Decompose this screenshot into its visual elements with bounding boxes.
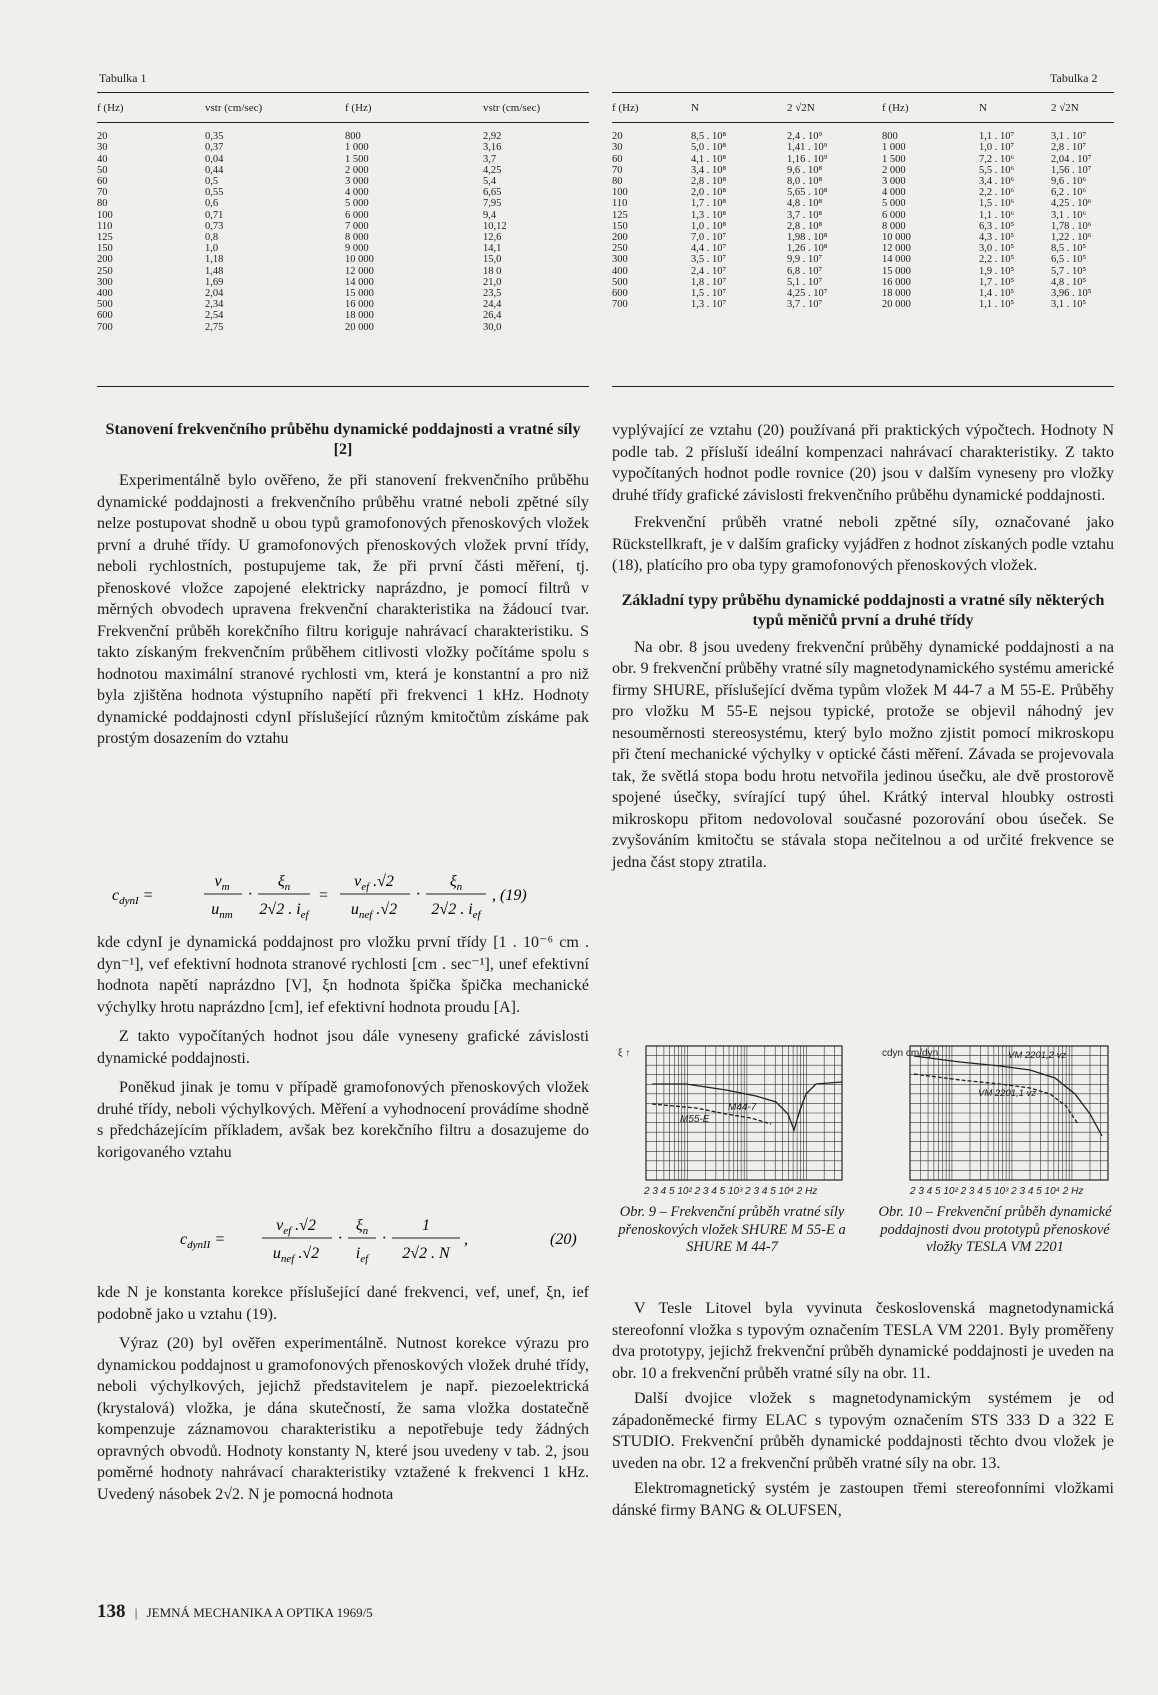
table-cell: 1,3 . 10⁷ <box>691 299 727 311</box>
table-cell: 18 000 <box>882 288 911 300</box>
left-column-3 <box>97 1282 589 1505</box>
left-column-2 <box>97 932 589 1163</box>
table-cell: 5,4 <box>483 176 497 188</box>
table-row <box>612 221 1114 232</box>
table-cell: 8 000 <box>345 232 369 244</box>
table-cell: 0,6 <box>205 198 219 210</box>
table-cell: 5 000 <box>345 198 369 210</box>
table-row <box>612 243 1114 254</box>
table-cell: 3 000 <box>345 176 369 188</box>
table-row <box>612 198 1114 209</box>
svg-text:ief: $i_{ef}$ <box>355 1245 369 1265</box>
table-cell: 0,73 <box>205 220 224 232</box>
table-row <box>97 123 589 143</box>
table-cell: 3,7 . 10⁸ <box>787 209 823 221</box>
table-cell: 12 000 <box>882 243 911 255</box>
table-cell: 6 000 <box>345 209 369 221</box>
table-cell: 8,0 . 10⁸ <box>787 176 823 188</box>
journal-name: JEMNÁ MECHANIKA A OPTIKA 1969/5 <box>146 1605 373 1620</box>
table-cell: 12,6 <box>483 232 502 244</box>
table-row <box>612 142 1114 153</box>
table-row <box>97 176 589 187</box>
table-cell: 8,5 . 10⁸ <box>691 131 727 143</box>
table-cell: 1,56 . 10⁷ <box>1051 164 1092 176</box>
table-cell: 9,9 . 10⁷ <box>787 254 823 266</box>
section-heading-left: Stanovení frekvenčního průběhu dynamické poddajnosti a vratné síly [2] <box>105 421 581 458</box>
table-cell: 16 000 <box>882 276 911 288</box>
table-cell: 3,7 <box>483 153 497 165</box>
table-row <box>612 277 1114 288</box>
table-cell: 9,6 . 10⁸ <box>787 164 823 176</box>
table2-header-2: 2 √2N <box>787 97 882 123</box>
table-cell: 6,3 . 10⁵ <box>979 220 1015 232</box>
left-paragraph-5: kde N je konstanta korekce příslušející dané frekvenci, vef, unef, ξn, ief podobně jako u vztahu (19). <box>97 1284 589 1323</box>
left-paragraph-4: Poněkud jinak je tomu v případě gramofonových přenoskových vložek druhé třídy, neboli výchylkových. Měření a vyhodnocení provádíme shodně s předcházejícím příkladem, avšak bez korekčního filtru a dosazujeme do korigovaného vztahu <box>97 1079 589 1161</box>
table-cell: 700 <box>97 321 113 333</box>
left-paragraph-2: kde cdynI je dynamická poddajnost pro vložku první třídy [1 . 10⁻⁶ cm . dyn⁻¹], vef efektivní hodnota stranové rychlosti [cm . sec⁻¹], unef efektivní hodnota napětí naprázdno [V], ξn hodnota špička špička mechanické výchylky hrotu naprázdno [cm], ief efektivní hodnota proudu [A]. <box>97 934 589 1016</box>
section-heading-right: Základní typy průběhu dynamické poddajnosti a vratné síly některých typů měničů první a druhé třídy <box>621 591 1105 629</box>
table-row <box>612 288 1114 299</box>
table-cell: 100 <box>612 187 628 199</box>
figure-9-caption: Obr. 9 – Frekvenční průběh vratné síly přenoskových vložek SHURE M 55-E a SHURE M 44-7 <box>618 1204 846 1255</box>
table-cell: 400 <box>97 288 113 300</box>
right-column <box>612 420 1114 873</box>
table-cell: 9,4 <box>483 209 497 221</box>
table-cell: 1,18 <box>205 254 224 266</box>
table-cell: 2,2 . 10⁶ <box>979 187 1015 199</box>
figure-9-chart <box>616 1044 848 1200</box>
table-cell: 0,04 <box>205 153 224 165</box>
table-cell: 4 000 <box>882 187 906 199</box>
table-cell: 2 000 <box>882 164 906 176</box>
table-cell: 5,0 . 10⁸ <box>691 142 727 154</box>
table-cell: 110 <box>612 198 628 210</box>
svg-text:·: · <box>338 1230 342 1247</box>
table-cell: 1,7 . 10⁸ <box>691 198 727 210</box>
table-row <box>612 165 1114 176</box>
svg-text:1: 1 <box>422 1217 430 1234</box>
table-cell: 500 <box>97 299 113 311</box>
right-paragraph-4: V Tesle Litovel byla vyvinuta československá magnetodynamická stereofonní vložka s typovým označením TESLA VM 2201. Byly proměřeny dva prototypy, jejichž frekvenční průběh dynamické poddajnosti je uveden na obr. 10 a frekvenční průběh vratné síly na obr. 11. <box>612 1300 1114 1382</box>
fig10-xticks: 2 3 4 5 10² 2 3 4 5 10³ 2 3 4 5 10⁴ 2 Hz <box>910 1186 1084 1197</box>
table-cell: 3,7 . 10⁷ <box>787 299 823 311</box>
table-row <box>97 277 589 288</box>
table-cell: 6 000 <box>882 209 906 221</box>
table-row <box>97 210 589 221</box>
fig10-label-2: VM 2201,2 vz <box>1008 1050 1067 1061</box>
table-cell: 0,55 <box>205 187 224 199</box>
table-row <box>612 176 1114 187</box>
table-cell: 1,48 <box>205 265 224 277</box>
table2-header-1: N <box>691 97 787 123</box>
table-cell: 20 <box>612 131 623 143</box>
table-cell: 250 <box>612 243 628 255</box>
figure-10-ylabel: cdyn cm/dyn <box>882 1048 939 1059</box>
table-cell: 4,8 . 10⁸ <box>787 198 823 210</box>
svg-text:2√2 . ief: 2√2 . $i_{ef}$ <box>259 901 309 921</box>
table-cell: 2,8 . 10⁸ <box>691 176 727 188</box>
table2-header-4: N <box>979 97 1051 123</box>
table-cell: 6,65 <box>483 187 502 199</box>
table-cell: 23,5 <box>483 288 502 300</box>
figure-10-caption: Obr. 10 – Frekvenční průběh dynamické poddajnosti dvou prototypů přenoskové vložky TESLA VM 2201 <box>878 1204 1112 1255</box>
table-cell: 7,0 . 10⁷ <box>691 232 727 244</box>
table-cell: 200 <box>97 254 113 266</box>
right-paragraph-2: Frekvenční průběh vratné neboli zpětné síly, označované jako Rückstellkraft, je v dalším graficky vyjádřen z hodnot získaných podle vztahu (18), platícího pro oba typy gramofonových přenoskových vložek. <box>612 514 1114 574</box>
table-cell: 12 000 <box>345 265 374 277</box>
table1-bottom-rule <box>97 386 589 387</box>
equation-20 <box>180 1210 589 1277</box>
table1-body <box>97 123 589 336</box>
right-paragraph-1: vyplývající ze vztahu (20) používaná při praktických výpočtech. Hodnoty N podle tab. 2 přísluší ideální kompenzaci nahrávací charakteristiky. Z takto vypočítaných hodnot podle rovnice (20) jsou v dalším vyneseny pro vložky druhé třídy grafické závislosti frekvenčního průběhu dynamické poddajnosti. <box>612 422 1114 504</box>
right-paragraph-5: Další dvojice vložek s magnetodynamickým systémem je od západoněmecké firmy ELAC s typovým označením STS 333 D a 322 E STUDIO. Frekvenční průběh dynamické poddajnosti těchto dvou vložek je uveden na obr. 12 a frekvenční průběh vratné síly na obr. 13. <box>612 1390 1114 1472</box>
table1-header-row <box>97 97 589 123</box>
table-cell: 300 <box>97 276 113 288</box>
table-cell: 0,37 <box>205 142 224 154</box>
table-cell: 2,8 . 10⁷ <box>1051 142 1087 154</box>
table-cell: 0,44 <box>205 164 224 176</box>
table-cell: 110 <box>97 220 113 232</box>
table-cell: 1 500 <box>345 153 369 165</box>
fig9-label-m44: M44-7 <box>728 1102 757 1113</box>
svg-text:·: · <box>248 886 252 903</box>
table-cell: 6,5 . 10⁵ <box>1051 254 1087 266</box>
table-cell: 1,9 . 10⁵ <box>979 265 1015 277</box>
table-cell: 0,8 <box>205 232 219 244</box>
table-row <box>612 154 1114 165</box>
table-cell: 3,1 . 10⁷ <box>1051 131 1087 143</box>
table-cell: 3,5 . 10⁷ <box>691 254 727 266</box>
table-cell: 70 <box>97 187 108 199</box>
table2-bottom-rule <box>612 386 1114 387</box>
table-cell: 16 000 <box>345 299 374 311</box>
table-row <box>97 299 589 310</box>
table-cell: 700 <box>612 299 628 311</box>
table2-label: Tabulka 2 <box>1050 71 1098 85</box>
table-cell: 2,54 <box>205 310 224 322</box>
figure-10-chart <box>880 1044 1114 1200</box>
table-cell: 6,8 . 10⁷ <box>787 265 823 277</box>
table-cell: 5,1 . 10⁷ <box>787 276 823 288</box>
table-cell: 9 000 <box>345 243 369 255</box>
svg-text:unef .√2: $u_{nef}$ .√2 <box>350 901 398 921</box>
svg-text:,: , <box>464 1231 468 1248</box>
table-cell: 60 <box>612 153 623 165</box>
table-cell: 7,95 <box>483 198 502 210</box>
table-row <box>97 288 589 299</box>
table-row <box>97 154 589 165</box>
table-cell: 1,78 . 10⁶ <box>1051 220 1092 232</box>
table-cell: 4,1 . 10⁸ <box>691 153 727 165</box>
svg-text:unm: $u_{nm}$ <box>211 901 233 921</box>
equation-20-graphic <box>180 1210 589 1272</box>
table2-body <box>612 123 1114 314</box>
table-row <box>612 123 1114 143</box>
svg-text:=: = <box>318 887 329 904</box>
table-cell: 5,65 . 10⁸ <box>787 187 828 199</box>
table-cell: 0,71 <box>205 209 224 221</box>
table-cell: 2,04 <box>205 288 224 300</box>
table-cell: 1,5 . 10⁷ <box>691 288 727 300</box>
left-paragraph-1: Experimentálně bylo ověřeno, že při stanovení frekvenčního průběhu dynamické poddajnosti a frekvenčního průběhu vratné neboli zpětné síly nelze postupovat shodně u obou typů gramofonových přenoskových vložek první a druhé třídy. U gramofonových přenoskových vložek první třídy, neboli rychlostních, postupujeme tak, že při první části měření, tj. přenoskové vložce zapojené elektricky naprázdno, je pomocí filtrů v měrných obvodech upravena frekvenční charakteristika na žádoucí tvar. Frekvenční průběh korekčního filtru koriguje nahrávací charakteristiku. S takto získaným frekvenčním průběhem citlivosti vložky počítáme spolu s hodnotou maximální stranové rychlosti vm, která je konstantní a pro niž byla zjištěna hodnota výstupního napětí při frekvenci 1 kHz. Hodnoty dynamické poddajnosti cdynI příslušející různým kmitočtům získáme pak prostým dosazením do vztahu <box>97 472 589 747</box>
table-cell: 7 000 <box>345 220 369 232</box>
table-cell: 30,0 <box>483 321 502 333</box>
table-cell: 300 <box>612 254 628 266</box>
table-row <box>97 165 589 176</box>
table2 <box>612 97 1114 313</box>
table-cell: 200 <box>612 232 628 244</box>
table-cell: 1,69 <box>205 276 224 288</box>
table2-top-rule <box>612 92 1114 93</box>
table-cell: 10,12 <box>483 220 507 232</box>
equation-19 <box>112 866 589 933</box>
table-cell: 2,04 . 10⁷ <box>1051 153 1092 165</box>
table-row <box>97 254 589 265</box>
table-cell: 2,0 . 10⁸ <box>691 187 727 199</box>
right-paragraph-3: Na obr. 8 jsou uvedeny frekvenční průběhy dynamické poddajnosti a na obr. 9 frekvenční průběhy vratné síly magnetodynamického systému americké firmy SHURE, příslušející dvěma typům vložek M 44-7 a M 55-E. Průběhy pro vložku M 55-E nejsou typické, protože se objevil náhodný jev nesouměrnosti stereosystému, který bylo možno zjistit pomocí mikroskopu při čtení mechanické výchylky v optické části měření. Závada se projevovala tak, že světlá stopa bodu hrotu netvořila jedinou úsečku, ale dvě prostorově spojené úsečky, svírající tupý úhel. Krátký interval hloubky ostrosti mikroskopu přitom nedovoloval současné pozorování obou úseček. Se zvyšováním kmitočtu se stávala stopa nečitelnou a od určité frekvence se jedna část stopy ztratila. <box>612 638 1114 871</box>
table-cell: 400 <box>612 265 628 277</box>
table-cell: 20 <box>97 131 108 143</box>
table-row <box>612 254 1114 265</box>
table-cell: 3,4 . 10⁸ <box>691 164 727 176</box>
table-cell: 600 <box>97 310 113 322</box>
table2-header-5: 2 √2N <box>1051 97 1114 123</box>
table-cell: 0,5 <box>205 176 219 188</box>
table-cell: 1,41 . 10⁹ <box>787 142 828 154</box>
table-cell: 1 000 <box>345 142 369 154</box>
table-cell: 800 <box>345 131 361 143</box>
table-cell: 10 000 <box>882 232 911 244</box>
table-cell: 2,4 . 10⁹ <box>787 131 823 143</box>
table-cell: 125 <box>97 232 113 244</box>
table-cell: 18 0 <box>483 265 502 277</box>
table-cell: 9,6 . 10⁶ <box>1051 176 1087 188</box>
table-row <box>97 310 589 321</box>
table-cell: 15 000 <box>345 288 374 300</box>
table-cell: 4,25 <box>483 164 502 176</box>
table-cell: 1,22 . 10⁶ <box>1051 232 1092 244</box>
fig9-xticks: 2 3 4 5 10² 2 3 4 5 10³ 2 3 4 5 10⁴ 2 Hz <box>644 1186 818 1197</box>
page-number: 138 <box>97 1601 126 1622</box>
table-cell: 500 <box>612 276 628 288</box>
svg-text:vm: $v_m$ <box>214 873 230 893</box>
table1-header-0: f (Hz) <box>97 97 205 123</box>
table-cell: 15 000 <box>882 265 911 277</box>
right-paragraph-6: Elektromagnetický systém je zastoupen třemi stereofonními vložkami dánské firmy BANG & OLUFSEN, <box>612 1480 1114 1519</box>
table-row <box>97 187 589 198</box>
table-cell: 1,8 . 10⁷ <box>691 276 727 288</box>
svg-text:·: · <box>382 1230 386 1247</box>
left-column <box>97 420 589 750</box>
svg-text:(20): (20) <box>550 1231 577 1248</box>
table-row <box>612 299 1114 313</box>
page-footer: 138 | JEMNÁ MECHANIKA A OPTIKA 1969/5 <box>97 1601 373 1622</box>
table1 <box>97 97 589 336</box>
table-cell: 4 000 <box>345 187 369 199</box>
fig9-label-m55: M55-E <box>680 1114 710 1125</box>
svg-text:, (19): , (19) <box>492 887 527 904</box>
svg-text:cdynII =: $c_{dynII}$ = <box>180 1231 226 1251</box>
table-cell: 20 000 <box>882 299 911 311</box>
table-cell: 100 <box>97 209 113 221</box>
table-cell: 5,5 . 10⁶ <box>979 164 1015 176</box>
table-cell: 5 000 <box>882 198 906 210</box>
table-cell: 2 000 <box>345 164 369 176</box>
equation-19-graphic <box>112 866 589 928</box>
table1-header-2: f (Hz) <box>345 97 483 123</box>
table-cell: 4,25 . 10⁷ <box>787 288 828 300</box>
table-row <box>612 266 1114 277</box>
table1-label: Tabulka 1 <box>99 71 147 85</box>
table-cell: 1,1 . 10⁷ <box>979 131 1015 143</box>
table-cell: 1 000 <box>882 142 906 154</box>
table-cell: 1,98 . 10⁸ <box>787 232 828 244</box>
table-cell: 1,5 . 10⁶ <box>979 198 1015 210</box>
table-row <box>612 232 1114 243</box>
table-cell: 18 000 <box>345 310 374 322</box>
table-cell: 20 000 <box>345 321 374 333</box>
svg-text:ξn: $\xi_n$ <box>355 1217 369 1237</box>
svg-text:2√2 . ief: 2√2 . $i_{ef}$ <box>431 901 481 921</box>
table-cell: 150 <box>97 243 113 255</box>
table-cell: 7,2 . 10⁶ <box>979 153 1015 165</box>
table-cell: 0,35 <box>205 131 224 143</box>
table1-top-rule <box>97 92 589 93</box>
svg-text:ξn: $\xi_n$ <box>277 873 291 893</box>
svg-text:vef .√2: $v_{ef}$ .√2 <box>276 1217 316 1237</box>
table-cell: 70 <box>612 164 623 176</box>
table2-header-row <box>612 97 1114 123</box>
table-cell: 3,96 . 10⁵ <box>1051 288 1092 300</box>
table-row <box>97 243 589 254</box>
table2-header-3: f (Hz) <box>882 97 979 123</box>
table-cell: 1 500 <box>882 153 906 165</box>
table-cell: 600 <box>612 288 628 300</box>
table-cell: 40 <box>97 153 108 165</box>
table-cell: 2,75 <box>205 321 224 333</box>
table-cell: 3,1 . 10⁶ <box>1051 209 1087 221</box>
table-cell: 4,25 . 10⁶ <box>1051 198 1092 210</box>
svg-text:vef .√2: $v_{ef}$ .√2 <box>354 873 394 893</box>
table-cell: 80 <box>612 176 623 188</box>
left-paragraph-3: Z takto vypočítaných hodnot jsou dále vyneseny grafické závislosti dynamické poddajnosti. <box>97 1028 589 1067</box>
table-row <box>97 266 589 277</box>
svg-text:unef .√2: $u_{nef}$ .√2 <box>272 1245 320 1265</box>
table1-header-3: vstr (cm/sec) <box>483 97 589 123</box>
table-cell: 80 <box>97 198 108 210</box>
table-cell: 1,1 . 10⁵ <box>979 299 1015 311</box>
table-cell: 4,3 . 10⁵ <box>979 232 1015 244</box>
table-cell: 3,4 . 10⁶ <box>979 176 1015 188</box>
left-paragraph-6: Výraz (20) byl ověřen experimentálně. Nutnost korekce výrazu pro dynamickou poddajnost u gramofonových přenoskových vložek druhé třídy, neboli výchylkových, jejichž představitelem je např. piezoelektrická (krystalová) vložka, je dána skutečností, že sama vložka dostatečně kompenzuje záznamovou charakteristiku a nepotřebuje tedy žádných opravných obvodů. Hodnoty konstanty N, které jsou uvedeny v tab. 2, jsou poměrné hodnoty nahrávací charakteristiky vztažené k frekvenci 1 kHz. Uvedený násobek 2√2. N je pomocná hodnota <box>97 1335 589 1503</box>
table-cell: 1,0 . 10⁸ <box>691 220 727 232</box>
table-cell: 10 000 <box>345 254 374 266</box>
table-cell: 5,7 . 10⁵ <box>1051 265 1087 277</box>
table-cell: 8 000 <box>882 220 906 232</box>
table-cell: 800 <box>882 131 898 143</box>
right-column-2 <box>612 1298 1114 1521</box>
table-cell: 2,4 . 10⁷ <box>691 265 727 277</box>
table-cell: 1,7 . 10⁵ <box>979 276 1015 288</box>
table2-header-0: f (Hz) <box>612 97 691 123</box>
table-cell: 4,4 . 10⁷ <box>691 243 727 255</box>
svg-text:cdynI =: $c_{dynI}$ = <box>112 887 154 907</box>
table-cell: 8,5 . 10⁵ <box>1051 243 1087 255</box>
table-cell: 4,8 . 10⁵ <box>1051 276 1087 288</box>
table-row <box>97 322 589 336</box>
table-cell: 1,4 . 10⁵ <box>979 288 1015 300</box>
table-cell: 30 <box>97 142 108 154</box>
table-cell: 50 <box>97 164 108 176</box>
table-row <box>97 221 589 232</box>
table-cell: 3,1 . 10⁵ <box>1051 299 1087 311</box>
table-cell: 15,0 <box>483 254 502 266</box>
table-cell: 1,1 . 10⁶ <box>979 209 1015 221</box>
table-row <box>97 198 589 209</box>
table-cell: 150 <box>612 220 628 232</box>
table-cell: 3 000 <box>882 176 906 188</box>
table-cell: 1,16 . 10⁹ <box>787 153 828 165</box>
table-cell: 14 000 <box>882 254 911 266</box>
table-row <box>612 210 1114 221</box>
table-cell: 26,4 <box>483 310 502 322</box>
table-cell: 2,2 . 10⁵ <box>979 254 1015 266</box>
table-cell: 30 <box>612 142 623 154</box>
table1-header-1: vstr (cm/sec) <box>205 97 345 123</box>
table-cell: 1,0 <box>205 243 219 255</box>
svg-text:ξn: $\xi_n$ <box>449 873 463 893</box>
table-cell: 2,34 <box>205 299 224 311</box>
table-cell: 24,4 <box>483 299 502 311</box>
table-cell: 21,0 <box>483 276 502 288</box>
table-cell: 2,8 . 10⁸ <box>787 220 823 232</box>
table-cell: 3,16 <box>483 142 502 154</box>
fig10-label-1: VM 2201,1 vz <box>978 1088 1037 1099</box>
svg-text:·: · <box>416 886 420 903</box>
table-cell: 125 <box>612 209 628 221</box>
table-cell: 6,2 . 10⁶ <box>1051 187 1087 199</box>
figure-9-ylabel: ξ ↑ <box>618 1048 631 1059</box>
table-cell: 2,92 <box>483 131 502 143</box>
svg-text:2√2 . N: 2√2 . N <box>402 1245 450 1262</box>
table-cell: 1,0 . 10⁷ <box>979 142 1015 154</box>
table-cell: 14 000 <box>345 276 374 288</box>
table-row <box>97 142 589 153</box>
table-row <box>97 232 589 243</box>
table-cell: 60 <box>97 176 108 188</box>
table-cell: 1,3 . 10⁸ <box>691 209 727 221</box>
table-cell: 1,26 . 10⁸ <box>787 243 828 255</box>
table-cell: 250 <box>97 265 113 277</box>
table-cell: 14,1 <box>483 243 502 255</box>
table-cell: 3,0 . 10⁵ <box>979 243 1015 255</box>
table-row <box>612 187 1114 198</box>
